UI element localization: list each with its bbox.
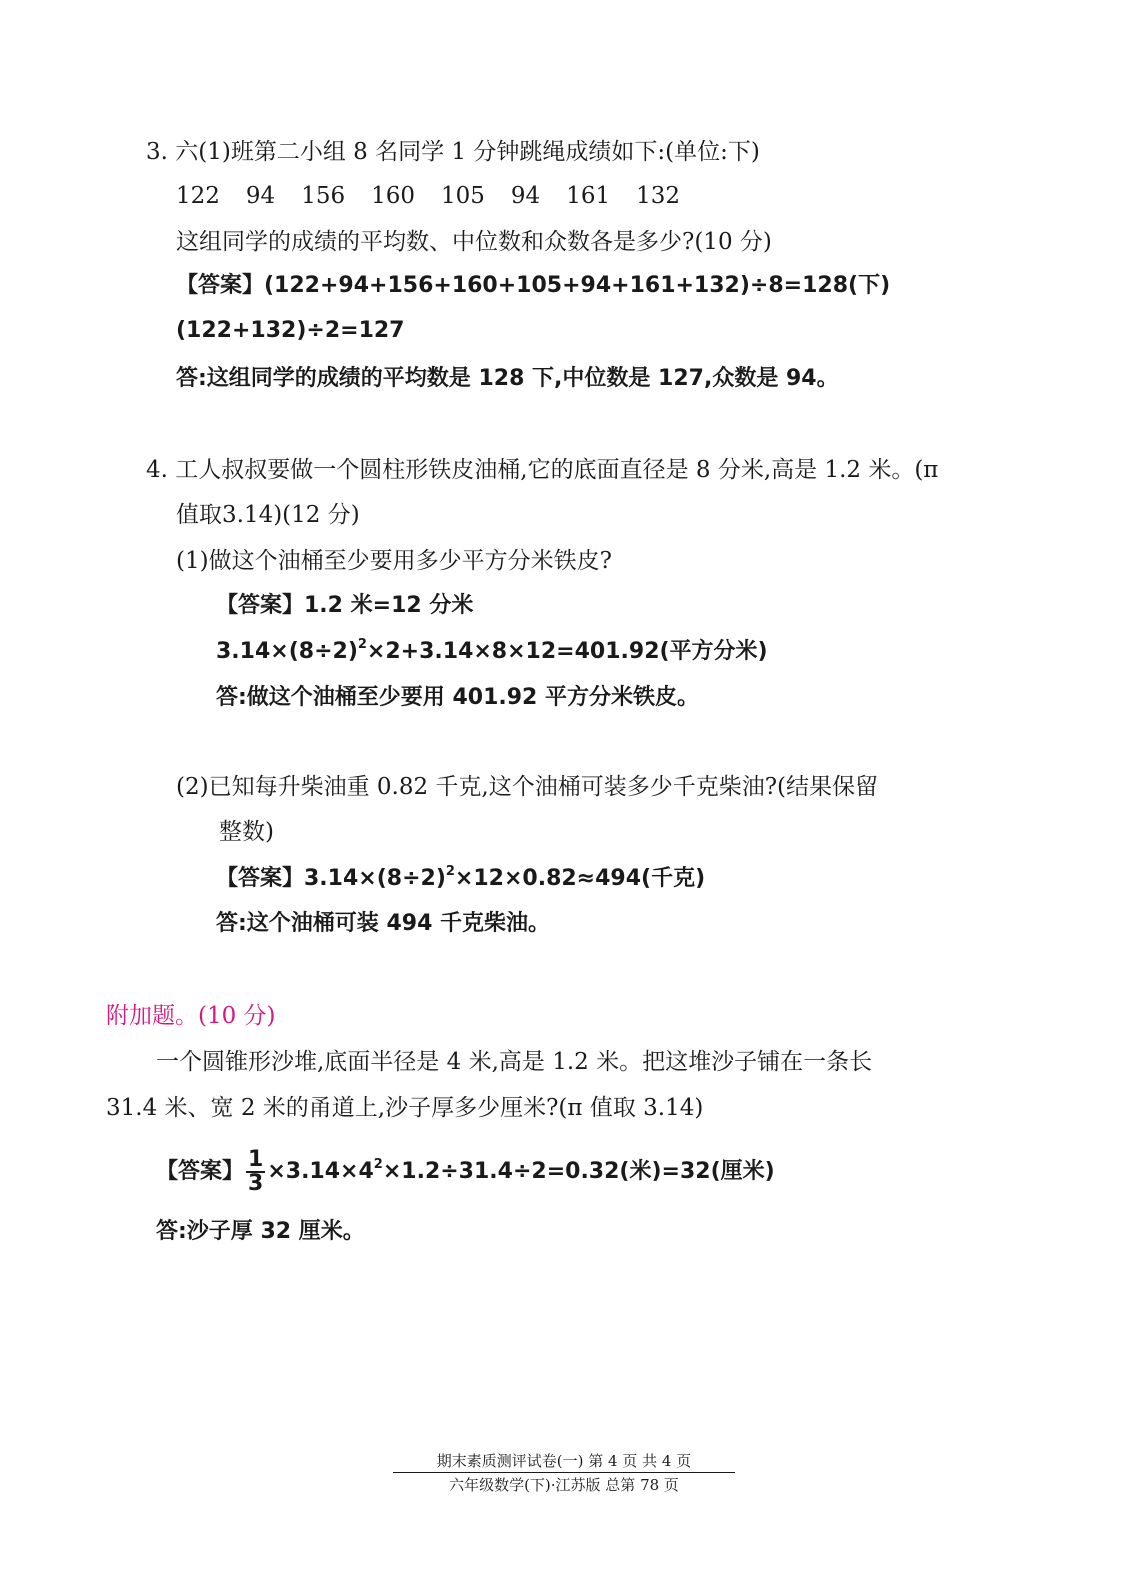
formula-part: ×3.14×4 (267, 1159, 374, 1184)
q3-question: 这组同学的成绩的平均数、中位数和众数各是多少?(10 分) (176, 229, 772, 255)
footer-divider (393, 1472, 735, 1473)
q4-stem-2: 值取3.14)(12 分) (176, 502, 360, 528)
score-value: 94 (245, 183, 276, 209)
formula-part: 【答案】3.14×(8÷2) (216, 866, 446, 891)
q4-part2-answer-2: 答:这个油桶可装 494 千克柴油。 (216, 911, 551, 936)
score-value: 132 (636, 183, 680, 209)
q4-part2-question-2: 整数) (219, 819, 274, 845)
score-value: 94 (510, 183, 541, 209)
q3-answer-1: 【答案】(122+94+156+160+105+94+161+132)÷8=128(下) (176, 273, 891, 298)
q4-part1-answer-2 (216, 637, 768, 667)
fraction-numerator: 1 (248, 1147, 264, 1172)
exponent: 2 (373, 1157, 383, 1172)
score-value: 105 (441, 183, 485, 209)
exponent: 2 (357, 637, 367, 652)
answer-label: 【答案】 (156, 1159, 245, 1184)
bonus-heading: 附加题。(10 分) (106, 1003, 276, 1029)
fraction-denominator: 3 (248, 1171, 264, 1196)
score-value: 156 (301, 183, 346, 209)
q4-part1-answer-3: 答:做这个油桶至少要用 401.92 平方分米铁皮。 (216, 685, 700, 710)
q3-stem: 3. 六(1)班第二小组 8 名同学 1 分钟跳绳成绩如下:(单位:下) (146, 139, 760, 165)
q3-answer-2: (122+132)÷2=127 (176, 318, 405, 343)
q4-part1-question: (1)做这个油桶至少要用多少平方分米铁皮? (176, 548, 612, 574)
fraction (246, 1149, 265, 1195)
q4-part2-answer-1 (216, 864, 705, 894)
exponent: 2 (445, 864, 455, 879)
bonus-text-1: 一个圆锥形沙堆,底面半径是 4 米,高是 1.2 米。把这堆沙子铺在一条长 (156, 1049, 873, 1075)
score-value: 160 (371, 183, 415, 209)
formula-part: ×12×0.82≈494(千克) (454, 866, 706, 891)
q4-stem-1: 4. 工人叔叔要做一个圆柱形铁皮油桶,它的底面直径是 8 分米,高是 1.2 米。(π (146, 457, 939, 483)
bonus-text-2: 31.4 米、宽 2 米的甬道上,沙子厚多少厘米?(π 值取 3.14) (106, 1095, 704, 1121)
bonus-answer-2: 答:沙子厚 32 厘米。 (156, 1219, 365, 1244)
score-value: 161 (566, 183, 611, 209)
formula-part: ×1.2÷31.4÷2=0.32(米)=32(厘米) (382, 1159, 775, 1184)
formula-part: 3.14×(8÷2) (216, 639, 358, 664)
q4-part1-answer-1: 【答案】1.2 米=12 分米 (216, 593, 474, 618)
q3-scores (176, 181, 706, 211)
score-value: 122 (176, 183, 220, 209)
q4-part2-question-1: (2)已知每升柴油重 0.82 千克,这个油桶可装多少千克柴油?(结果保留 (176, 774, 879, 800)
q3-answer-3: 答:这组同学的成绩的平均数是 128 下,中位数是 127,众数是 94。 (176, 366, 839, 391)
bonus-answer-1 (156, 1149, 775, 1195)
footer-line-1: 期末素质测评试卷(一) 第 4 页 共 4 页 (436, 1452, 692, 1470)
formula-part: ×2+3.14×8×12=401.92(平方分米) (366, 639, 768, 664)
footer-line-2: 六年级数学(下)·江苏版 总第 78 页 (449, 1476, 679, 1494)
